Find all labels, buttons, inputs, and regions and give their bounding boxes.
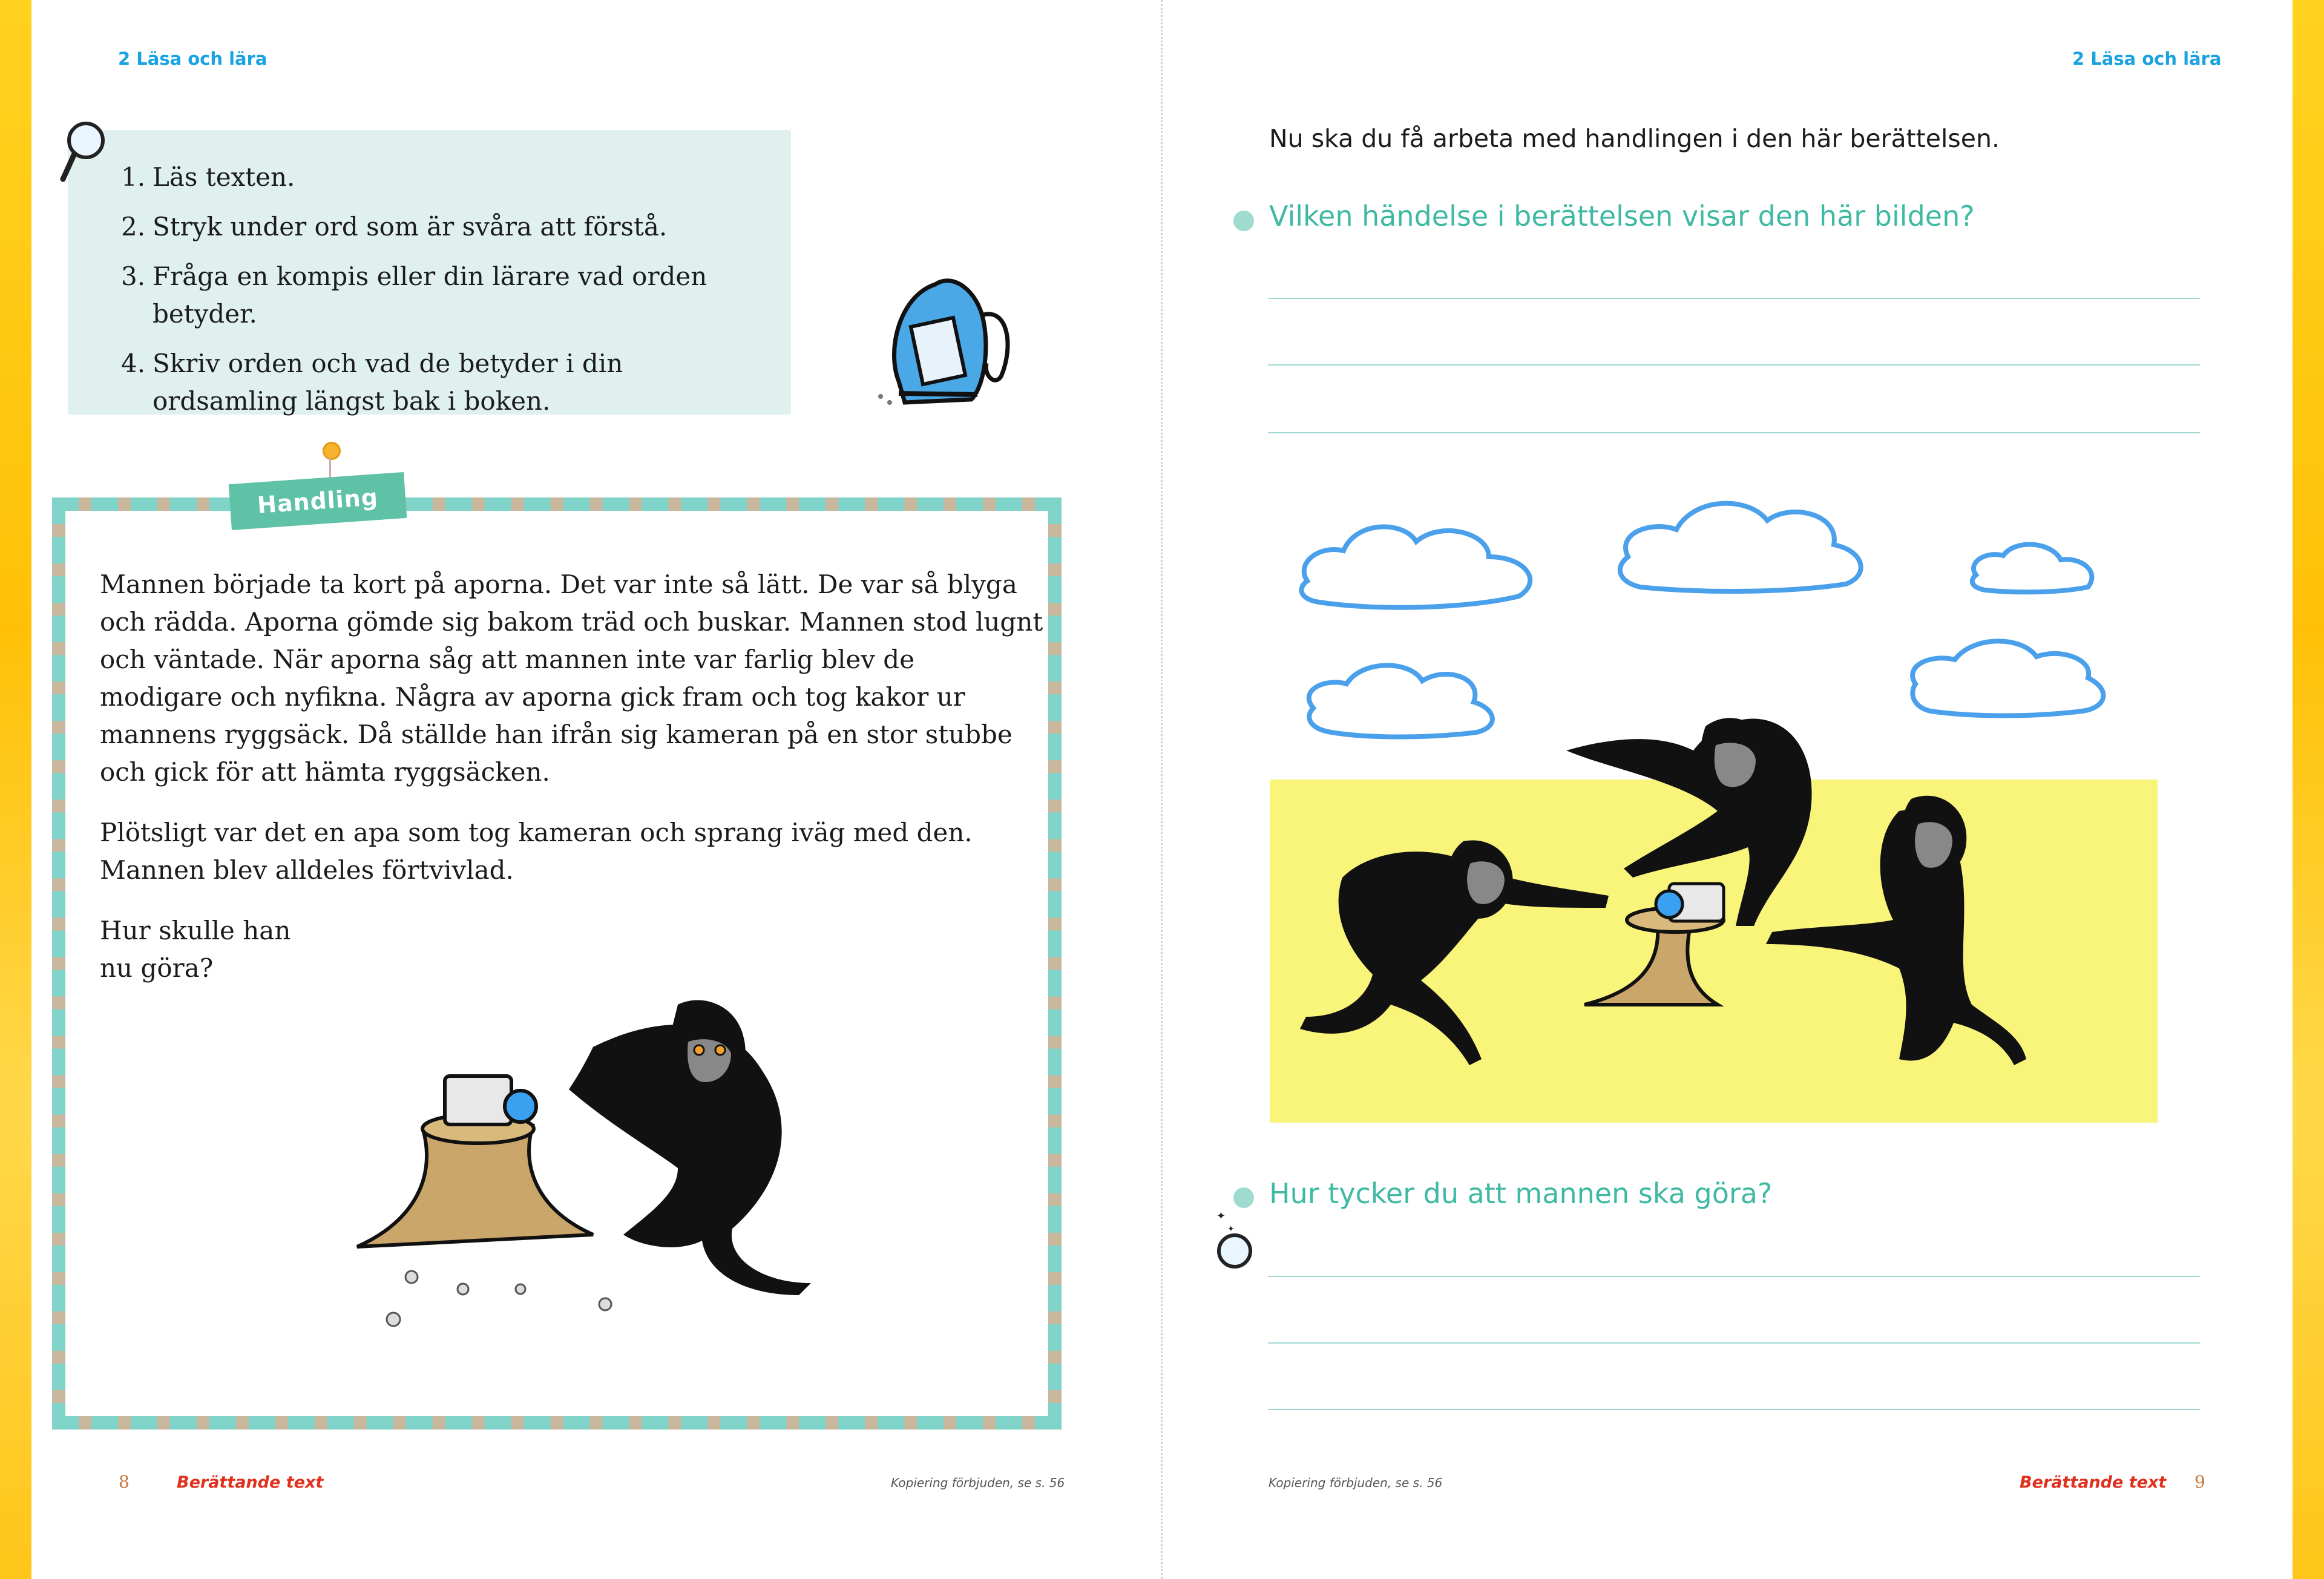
left-section-name: Berättande text xyxy=(177,1473,324,1492)
right-page-edge xyxy=(2293,0,2324,1579)
question-2: Hur tycker du att mannen ska göra? xyxy=(1269,1177,1773,1210)
right-intro: Nu ska du få arbeta med handlingen i den här berättelsen. xyxy=(1269,124,2000,153)
answer-line[interactable] xyxy=(1268,432,2200,433)
backpack-illustration xyxy=(862,260,1038,412)
story-paragraph: Plötsligt var det en apa som tog kameran och sprang iväg med den. Mannen blev alldeles förtvivlad. xyxy=(100,818,973,885)
right-copyright: Kopiering förbjuden, se s. 56 xyxy=(1269,1476,1443,1490)
answer-line[interactable] xyxy=(1268,1409,2200,1410)
answer-line[interactable] xyxy=(1268,364,2200,366)
left-copyright: Kopiering förbjuden, se s. 56 xyxy=(891,1476,1065,1490)
story-text xyxy=(100,566,1044,987)
instruction-item: 2. Stryk under ord som är svåra att förstå. xyxy=(121,212,668,241)
monkey-stump-illustration xyxy=(339,968,950,1331)
left-running-header: 2 Läsa och lära xyxy=(118,48,268,69)
question-bullet-icon xyxy=(1233,211,1254,231)
answer-line[interactable] xyxy=(1268,1342,2200,1344)
right-page-number: 9 xyxy=(2194,1472,2205,1492)
instruction-list xyxy=(121,159,775,432)
story-question: Hur skulle han nu göra? xyxy=(100,916,291,983)
right-running-header: 2 Läsa och lära xyxy=(2072,48,2222,69)
magnifier-icon xyxy=(58,119,113,185)
monkeys-stump-illustration xyxy=(1270,642,2158,1126)
instruction-item: 3. Fråga en kompis eller din lärare vad orden betyder. xyxy=(121,261,707,329)
left-page-edge xyxy=(0,0,31,1579)
right-section-name: Berättande text xyxy=(2020,1473,2167,1492)
question-1: Vilken händelse i berättelsen visar den här bilden? xyxy=(1269,200,1975,232)
instruction-item: 1. Läs texten. xyxy=(121,162,295,192)
story-paragraph: Mannen började ta kort på aporna. Det var inte så lätt. De var så blyga och rädda. Aporna gömde sig bakom träd och buskar. Mannen stod lugnt och väntade. När aporna såg att mannen inte var farlig blev de modigare och nyfikna. Några av aporna gick fram och tog kakor ur mannens ryggsäck. Då ställde han ifrån sig kameran på en stor stubbe och gick för att hämta ryggsäcken. xyxy=(100,570,1043,787)
sparkle-bubble-icon xyxy=(1210,1207,1259,1274)
question-bullet-icon xyxy=(1233,1187,1254,1208)
answer-line[interactable] xyxy=(1268,298,2200,299)
left-page-number: 8 xyxy=(119,1472,130,1492)
svg-text:✦: ✦ xyxy=(1227,1224,1235,1234)
story-tag: Handling xyxy=(229,472,407,530)
page-gutter xyxy=(1161,0,1163,1579)
instruction-item: 4. Skriv orden och vad de betyder i din ordsamling längst bak i boken. xyxy=(121,349,623,416)
pin-icon xyxy=(323,442,341,460)
answer-line[interactable] xyxy=(1268,1276,2200,1277)
svg-text:✦: ✦ xyxy=(1216,1210,1226,1223)
